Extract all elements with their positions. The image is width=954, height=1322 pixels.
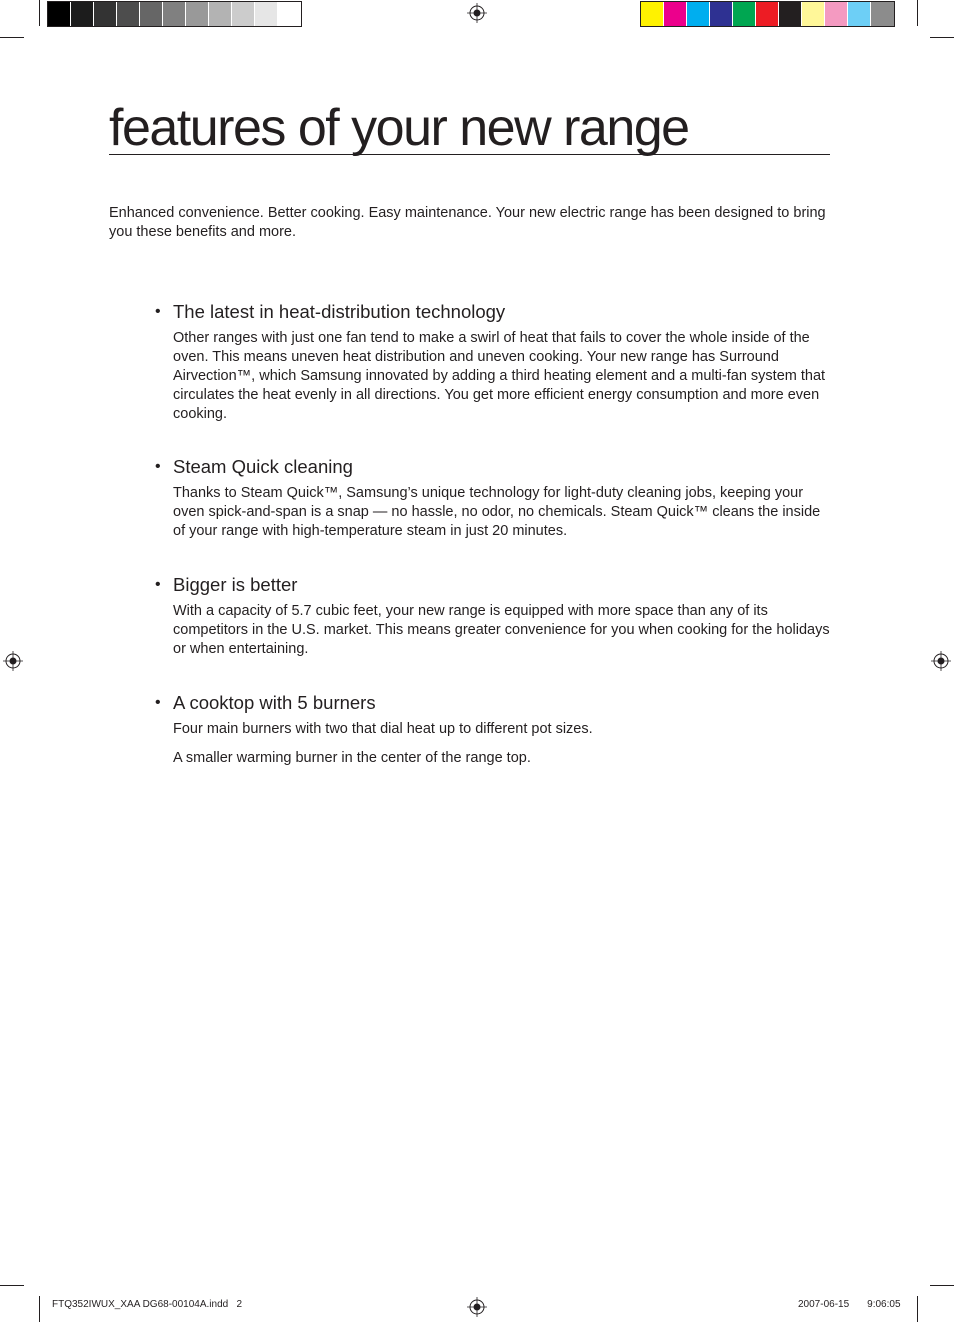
crop-mark bbox=[0, 37, 24, 38]
crop-mark bbox=[39, 0, 40, 26]
registration-mark-icon bbox=[467, 3, 487, 23]
bullet-icon: • bbox=[155, 576, 161, 593]
crop-mark bbox=[917, 1296, 918, 1322]
crop-mark bbox=[930, 1285, 954, 1286]
page-title: features of your new range bbox=[109, 98, 830, 155]
color-swatch bbox=[687, 2, 710, 26]
feature-section-steam-quick bbox=[155, 455, 835, 541]
section-heading: • Bigger is better bbox=[155, 574, 298, 595]
gray-swatch bbox=[163, 2, 186, 26]
color-swatch bbox=[825, 2, 848, 26]
gray-swatch bbox=[209, 2, 232, 26]
gray-swatch bbox=[232, 2, 255, 26]
footer-timestamp bbox=[798, 1299, 901, 1310]
feature-section-cooktop bbox=[155, 691, 835, 768]
feature-section-capacity bbox=[155, 573, 835, 659]
gray-swatch bbox=[186, 2, 209, 26]
section-body: A smaller warming burner in the center of the range top. bbox=[173, 750, 531, 766]
color-swatch bbox=[848, 2, 871, 26]
bullet-icon: • bbox=[155, 694, 161, 711]
color-swatch bbox=[871, 2, 894, 26]
color-swatch bbox=[756, 2, 779, 26]
registration-mark-icon bbox=[467, 1297, 487, 1317]
gray-swatch bbox=[94, 2, 117, 26]
grayscale-color-bar bbox=[47, 1, 302, 27]
color-swatch bbox=[802, 2, 825, 26]
registration-mark-icon bbox=[931, 651, 951, 671]
color-swatch bbox=[710, 2, 733, 26]
footer-time: 9:06:05 bbox=[867, 1299, 901, 1310]
gray-swatch bbox=[48, 2, 71, 26]
section-heading: • The latest in heat-distribution technology bbox=[155, 301, 506, 322]
registration-mark-icon bbox=[3, 651, 23, 671]
footer-file-info: FTQ352IWUX_XAA DG68-00104A.indd 2 bbox=[52, 1299, 243, 1310]
color-swatch bbox=[664, 2, 687, 26]
color-swatch bbox=[641, 2, 664, 26]
footer-date: 2007-06-15 bbox=[798, 1299, 850, 1310]
bullet-icon: • bbox=[155, 303, 161, 320]
process-color-bar bbox=[640, 1, 895, 27]
section-heading: • Steam Quick cleaning bbox=[155, 456, 353, 477]
intro-paragraph: Enhanced convenience. Better cooking. Easy maintenance. Your new electric range has been designed to bring you these benefits and more. bbox=[109, 205, 826, 240]
crop-mark bbox=[917, 0, 918, 26]
section-body: Other ranges with just one fan tend to make a swirl of heat that fails to cover the whole inside of the oven. This means uneven heat distribution and uneven cooking. Your new range has Surround Airvection™, which Samsung innovated by adding a third heating element and a multi-fan system that circulates the heat evenly in all directions. You get more efficient energy consumption and more even cooking. bbox=[173, 330, 826, 422]
color-swatch bbox=[733, 2, 756, 26]
section-body: Four main burners with two that dial heat up to different pot sizes. bbox=[173, 721, 593, 737]
gray-swatch bbox=[140, 2, 163, 26]
gray-swatch bbox=[278, 2, 301, 26]
gray-swatch bbox=[255, 2, 278, 26]
crop-mark bbox=[930, 37, 954, 38]
bullet-icon: • bbox=[155, 458, 161, 475]
section-heading: • A cooktop with 5 burners bbox=[155, 692, 376, 713]
feature-section-heat-distribution bbox=[155, 300, 835, 424]
gray-swatch bbox=[117, 2, 140, 26]
crop-mark bbox=[0, 1285, 24, 1286]
section-body: Thanks to Steam Quick™, Samsung’s unique technology for light-duty cleaning jobs, keeping your oven spick-and-span is a snap — no hassle, no odor, no chemicals. Steam Quick™ cleans the inside of your range with high-temperature steam in just 20 minutes. bbox=[173, 485, 821, 539]
section-body: With a capacity of 5.7 cubic feet, your new range is equipped with more space than any of its competitors in the U.S. market. This means greater convenience for you when cooking for the holidays or when entertaining. bbox=[173, 603, 830, 657]
gray-swatch bbox=[71, 2, 94, 26]
color-swatch bbox=[779, 2, 802, 26]
crop-mark bbox=[39, 1296, 40, 1322]
